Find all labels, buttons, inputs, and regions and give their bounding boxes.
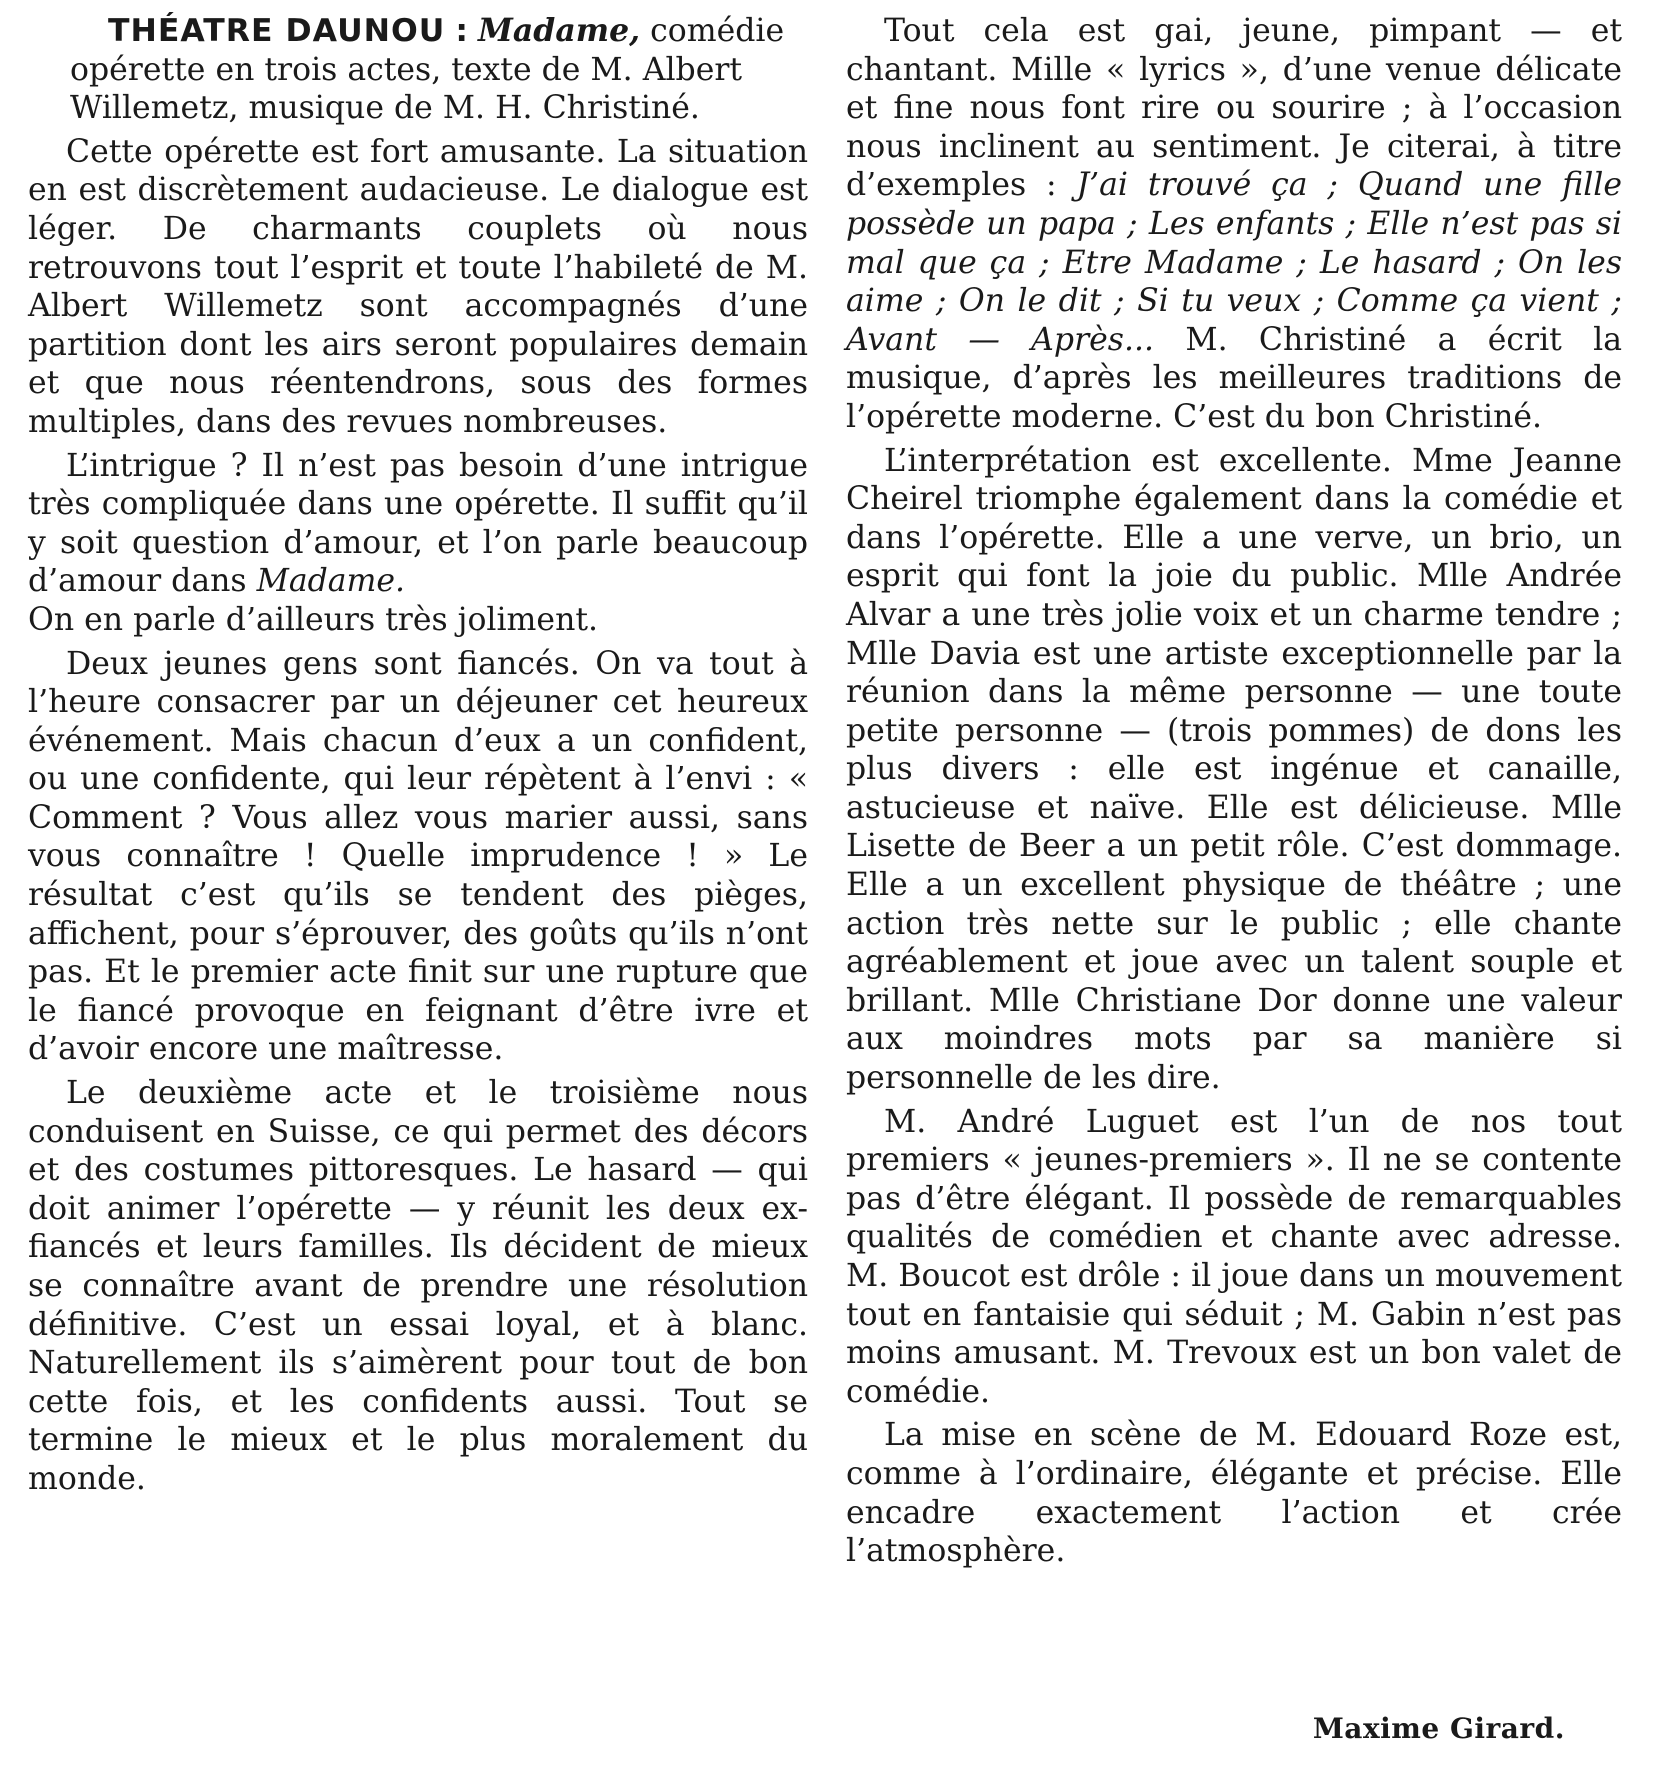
right-column: [846, 12, 1622, 1576]
play-title-inline: Madame.: [256, 563, 406, 600]
author-signature: Maxime Girard.: [1312, 1712, 1565, 1745]
heading-separator: :: [455, 13, 469, 49]
song-titles: J’ai trouvé ça ; Quand une fille possède un papa ; Les enfants ; Elle n’est pas si mal que ça ; Etre Madame ; Le hasard ; On les aime ; On le dit ; Si tu veux ; Comme ça vient ; Avant — Après...: [846, 167, 1622, 358]
paragraph-interpretation: L’interprétation est excellente. Mme Jeanne Cheirel triomphe également dans la comédie et dans l’opérette. Elle a une verve, un brio, un esprit qui font la joie du public. Mlle Andrée Alvar a une très jolie voix et un charme tendre ; Mlle Davia est une artiste exceptionnelle par la réunion dans la même personne — une toute petite personne — (trois pommes) de dons les plus divers : elle est ingénue et canaille, astucieuse et naïve. Elle est délicieuse. Mlle Lisette de Beer a un petit rôle. C’est dommage. Elle a un excellent physique de théâtre ; une action très nette sur le public ; elle chante agréablement et joue avec un talent souple et brillant. Mlle Christiane Dor donne une valeur aux moindres mots par sa manière si personnelle de les dire.: [846, 442, 1622, 1097]
paragraph-summary: Cette opérette est fort amusante. La situation en est discrètement audacieuse. Le dialogue est léger. De charmants couplets où nous retrouvons tout l’esprit et toute l’habileté de M. Albert Willemetz sont accompagnés d’une partition dont les airs seront populaires demain et que nous réentendrons, sous des formes multiples, dans des revues nombreuses.: [28, 133, 808, 440]
lyrics-conclusion: M. Christiné a écrit la musique, d’après les meilleures traditions de l’opérette moderne. C’est du bon Christiné.: [846, 321, 1622, 435]
play-description-1: comédie: [650, 13, 785, 49]
paragraph-plot-acts-two-three: Le deuxième acte et le troisième nous conduisent en Suisse, ce qui permet des décors et des costumes pittoresques. Le hasard — qui doit animer l’opérette — y réunit les deux ex-fiancés et leurs familles. Ils décident de mieux se connaître avant de prendre une résolution définitive. C’est un essai loyal, et à blanc. Naturellement ils s’aimèrent pour tout de bon cette fois, et les confidents aussi. Tout se termine le mieux et le plus moralement du monde.: [28, 1075, 808, 1497]
play-description-2: opérette en trois actes, texte de M. Albert: [70, 51, 743, 88]
paragraph-staging: La mise en scène de M. Edouard Roze est, comme à l’ordinaire, élégante et précise. Elle encadre exactement l’action et crée l’atmosphère.: [846, 1417, 1622, 1570]
paragraph-intrigue: [28, 447, 808, 640]
play-title: Madame,: [478, 12, 641, 49]
review-heading: [28, 12, 808, 128]
paragraph-lyrics: [846, 12, 1622, 437]
paragraph-actors: M. André Luguet est l’un de nos tout premiers « jeunes-premiers ». Il ne se contente pas d’être élégant. Il possède de remarquables qualités de comédien et chante avec adresse. M. Boucot est drôle : il joue dans un mouvement tout en fantaisie qui séduit ; M. Gabin n’est pas moins amusant. M. Trevoux est un bon valet de comédie.: [846, 1103, 1622, 1410]
lyrics-intro: Tout cela est gai, jeune, pimpant — et chantant. Mille « lyrics », d’une venue délicate et fine nous font rire ou sourire ; à l’occasion nous inclinent au sentiment. Je citerai, à titre d’exemples :: [846, 13, 1622, 204]
left-column: [28, 12, 808, 1504]
intrigue-text: L’intrigue ? Il n’est pas besoin d’une intrigue très compliquée dans une opérette. Il suffit qu’il y soit question d’amour, et l’on parle beaucoup d’amour dans: [28, 447, 808, 600]
intrigue-text-end: On en parle d’ailleurs très joliment.: [28, 601, 599, 638]
play-description-3: Willemetz, musique de M. H. Christiné.: [70, 90, 700, 127]
paragraph-plot-act-one: Deux jeunes gens sont fiancés. On va tout à l’heure consacrer par un déjeuner cet heureux événement. Mais chacun d’eux a un confident, ou une confidente, qui leur répètent à l’envi : « Comment ? Vous allez vous marier aussi, sans vous connaître ! Quelle imprudence ! » Le résultat c’est qu’ils se tendent des pièges, affichent, pour s’éprouver, des goûts qu’ils n’ont pas. Et le premier acte finit sur une rupture que le fiancé provoque en feignant d’être ivre et d’avoir encore une maîtresse.: [28, 645, 808, 1068]
theatre-name: THÉATRE DAUNOU: [108, 13, 446, 49]
